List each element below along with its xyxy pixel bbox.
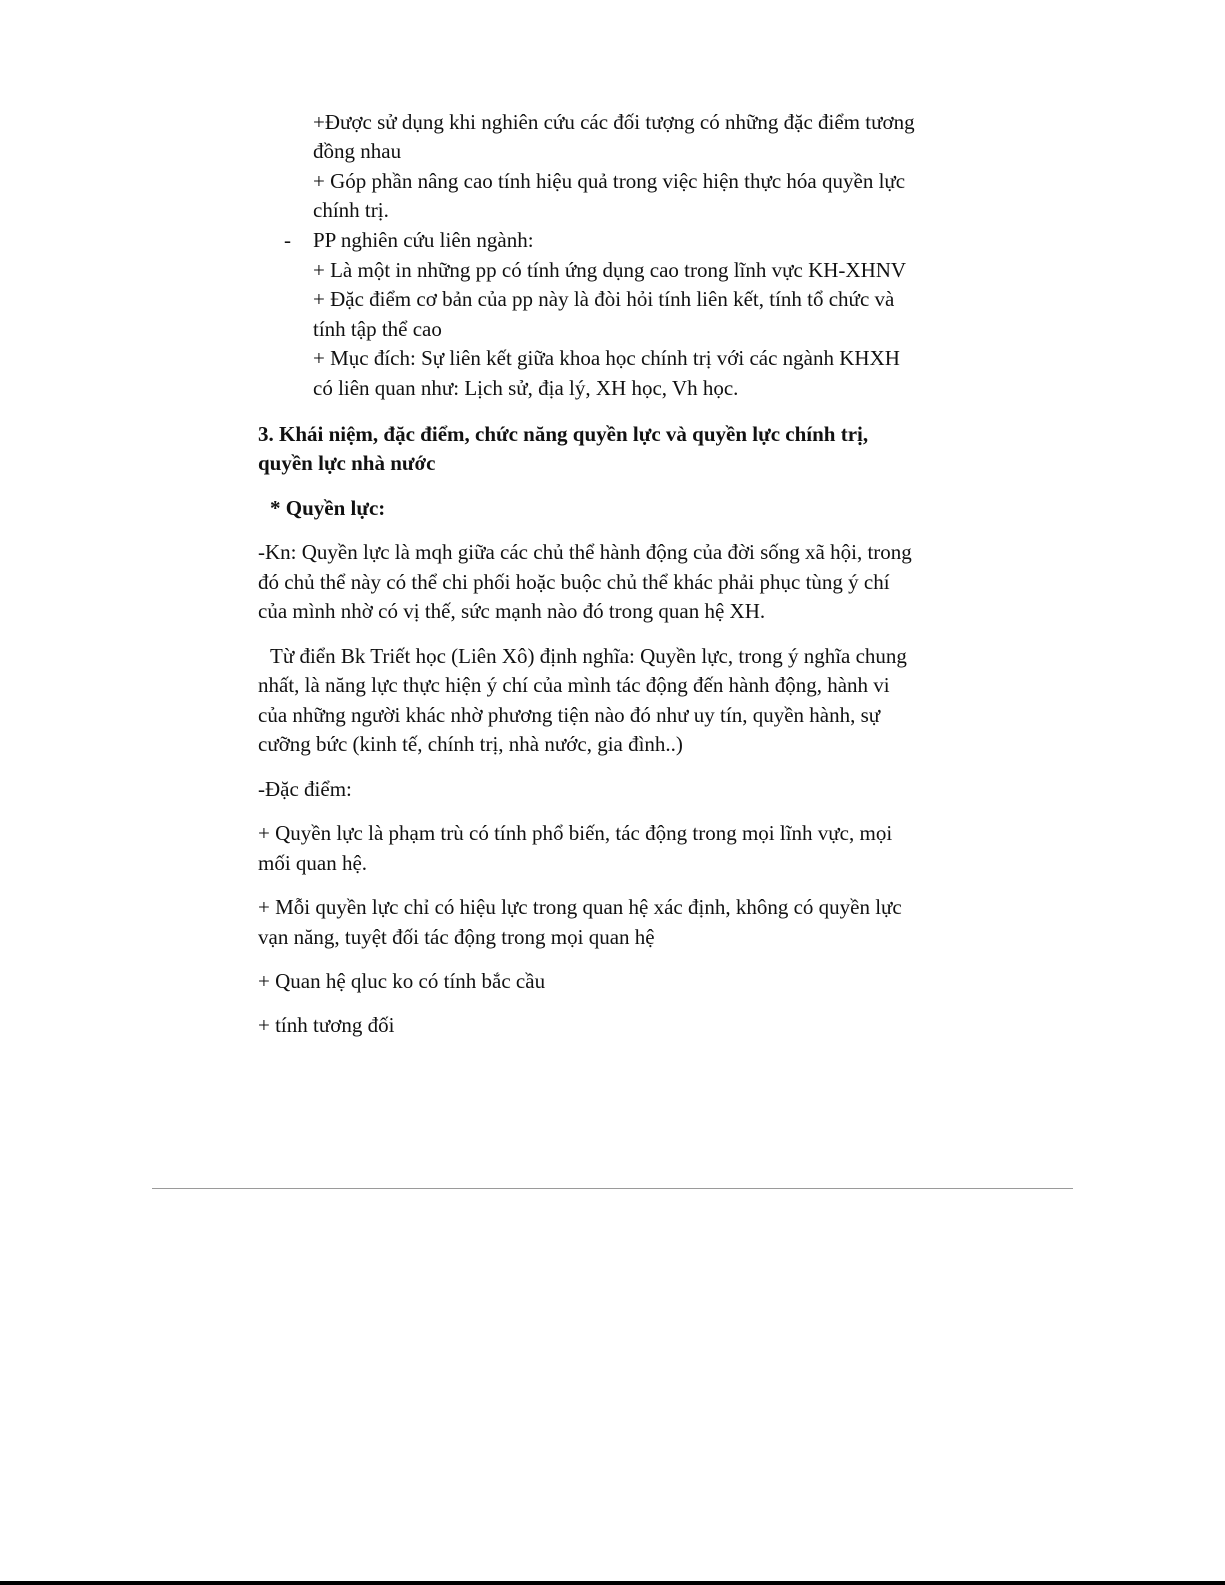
paragraph-heading: -Đặc điểm: bbox=[258, 777, 352, 801]
paragraph-line: đồng nhau bbox=[313, 139, 402, 163]
paragraph-line: + Góp phần nâng cao tính hiệu quả trong việc hiện thực hóa quyền lực bbox=[313, 169, 906, 193]
list-dash: - bbox=[284, 228, 291, 252]
page-divider bbox=[152, 1188, 1073, 1189]
list-item: + Quyền lực là phạm trù có tính phổ biến, tác động trong mọi lĩnh vực, mọi bbox=[258, 821, 893, 845]
paragraph-line: có liên quan như: Lịch sử, địa lý, XH học, Vh học. bbox=[313, 376, 739, 400]
paragraph-line: của mình nhờ có vị thế, sức mạnh nào đó trong quan hệ XH. bbox=[258, 599, 766, 623]
paragraph-line: + Đặc điểm cơ bản của pp này là đòi hỏi tính liên kết, tính tổ chức và bbox=[313, 287, 895, 311]
section-title: 3. Khái niệm, đặc điểm, chức năng quyền lực và quyền lực chính trị, bbox=[258, 422, 869, 446]
list-heading: PP nghiên cứu liên ngành: bbox=[313, 228, 534, 252]
paragraph-line: + Là một in những pp có tính ứng dụng cao trong lĩnh vực KH-XHNV bbox=[313, 258, 907, 282]
paragraph-line: -Kn: Quyền lực là mqh giữa các chủ thể hành động của đời sống xã hội, trong bbox=[258, 540, 912, 564]
list-item: mối quan hệ. bbox=[258, 851, 368, 875]
list-item: + Mỗi quyền lực chỉ có hiệu lực trong quan hệ xác định, không có quyền lực bbox=[258, 895, 902, 919]
paragraph-line: của những người khác nhờ phương tiện nào đó như uy tín, quyền hành, sự bbox=[258, 703, 881, 727]
page-bottom-edge bbox=[0, 1581, 1225, 1585]
paragraph-line: tính tập thể cao bbox=[313, 317, 442, 341]
paragraph-line: đó chủ thể này có thể chi phối hoặc buộc chủ thể khác phải phục tùng ý chí bbox=[258, 570, 890, 594]
paragraph-line: + Mục đích: Sự liên kết giữa khoa học chính trị với các ngành KHXH bbox=[313, 346, 900, 370]
section-title: quyền lực nhà nước bbox=[258, 451, 436, 475]
list-item: + tính tương đối bbox=[258, 1013, 395, 1037]
list-item: vạn năng, tuyệt đối tác động trong mọi quan hệ bbox=[258, 925, 655, 949]
subheading: * Quyền lực: bbox=[270, 496, 386, 520]
paragraph-line: cưỡng bức (kinh tế, chính trị, nhà nước, gia đình..) bbox=[258, 732, 683, 756]
paragraph-line: chính trị. bbox=[313, 198, 389, 222]
list-item: + Quan hệ qluc ko có tính bắc cầu bbox=[258, 969, 546, 993]
paragraph-line: nhất, là năng lực thực hiện ý chí của mình tác động đến hành động, hành vi bbox=[258, 673, 890, 697]
paragraph-line: +Được sử dụng khi nghiên cứu các đối tượng có những đặc điểm tương bbox=[313, 110, 915, 134]
paragraph-line: Từ điển Bk Triết học (Liên Xô) định nghĩa: Quyền lực, trong ý nghĩa chung bbox=[270, 644, 907, 668]
